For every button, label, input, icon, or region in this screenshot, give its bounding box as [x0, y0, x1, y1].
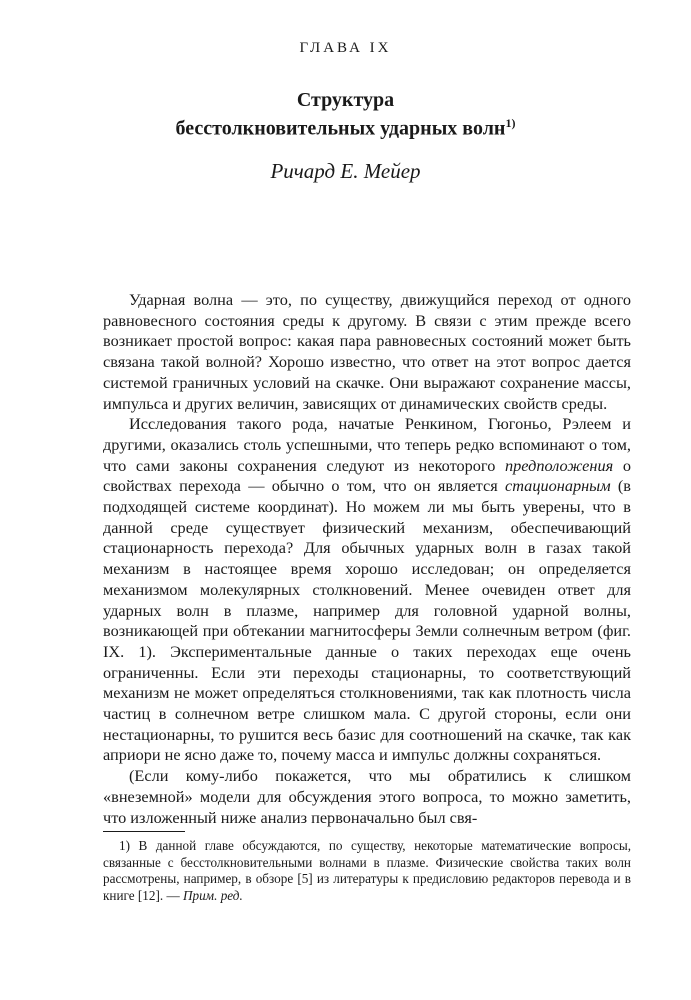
- paragraph-2-emphasis-2: стационарным: [505, 476, 611, 496]
- paragraph-3: (Если кому-либо покажется, что мы обратились к слишком «внеземной» модели для обсуждения этого вопроса, то можно заметить, что изложенный ниже анализ первоначально был свя-: [103, 766, 631, 827]
- title-line-1: Структура: [296, 89, 395, 111]
- footnote-editor-note: Прим. ред.: [182, 887, 243, 903]
- body-text: [103, 290, 631, 828]
- footnote-divider: [103, 831, 185, 832]
- paragraph-2: [103, 414, 631, 766]
- chapter-heading: ГЛАВА IX: [299, 40, 392, 56]
- footnote-marker: 1): [119, 838, 130, 853]
- paragraph-2-part-b: о свойствах перехода — обычно о том, что он является: [103, 455, 631, 496]
- chapter-title: [0, 89, 691, 141]
- author-name: Ричард Е. Мейер: [270, 159, 421, 183]
- title-footnote-marker: 1): [505, 116, 516, 130]
- footnote-paragraph: [103, 838, 631, 904]
- paragraph-2-part-a: Исследования такого рода, начатые Ренкином, Гюгоньо, Рэлеем и другими, оказались столь успешными, что теперь редко вспоминают о том, что сами законы сохранения следуют из некоторого: [103, 414, 631, 475]
- title-line-2-text: бесстолкновительных ударных волн: [175, 117, 506, 140]
- paragraph-1: Ударная волна — это, по существу, движущийся переход от одного равновесного состояния среды к другому. В связи с этим прежде всего возникает простой вопрос: какая пара равновесных состояний может быть связана такой волной? Хорошо известно, что ответ на этот вопрос дается системой граничных условий на скачке. Они выражают сохранение массы, импульса и других величин, зависящих от динамических свойств среды.: [103, 290, 631, 413]
- title-line-2: [0, 112, 691, 141]
- paragraph-2-emphasis-1: предположения: [504, 455, 614, 475]
- footnote-text: В данной главе обсуждаются, по существу, некоторые математические вопросы, связанные с бесстолкновительными волнами в плазме. Физические свойства таких волн рассмотрены, например, в обзоре [5] из литературы к предисловию редакторов перевода и в книге [12]. —: [103, 838, 631, 903]
- paragraph-2-part-c: (в подходящей системе координат). Но можем ли мы быть уверены, что в данной среде существует физический механизм, обеспечивающий стационарность перехода? Для обычных ударных волн в газах такой механизм в настоящее время хорошо исследован; он определяется механизмом молекулярных столкновений. Менее очевиден ответ для ударных волн в плазме, например для головной ударной волны, возникающей при обтекании магнитосферы Земли солнечным ветром (фиг. IX. 1). Экспериментальные данные о таких переходах еще очень ограниченны. Если эти переходы стационарны, то соответствующий механизм не может определяться столкновениями, так как плотность числа частиц в солнечном ветре слишком мала. С другой стороны, если они нестационарны, то рушится весь базис для соотношений на скачке, так как априори не ясно даже то, почему масса и импульс должны сохраняться.: [103, 476, 631, 765]
- footnote: [103, 838, 631, 904]
